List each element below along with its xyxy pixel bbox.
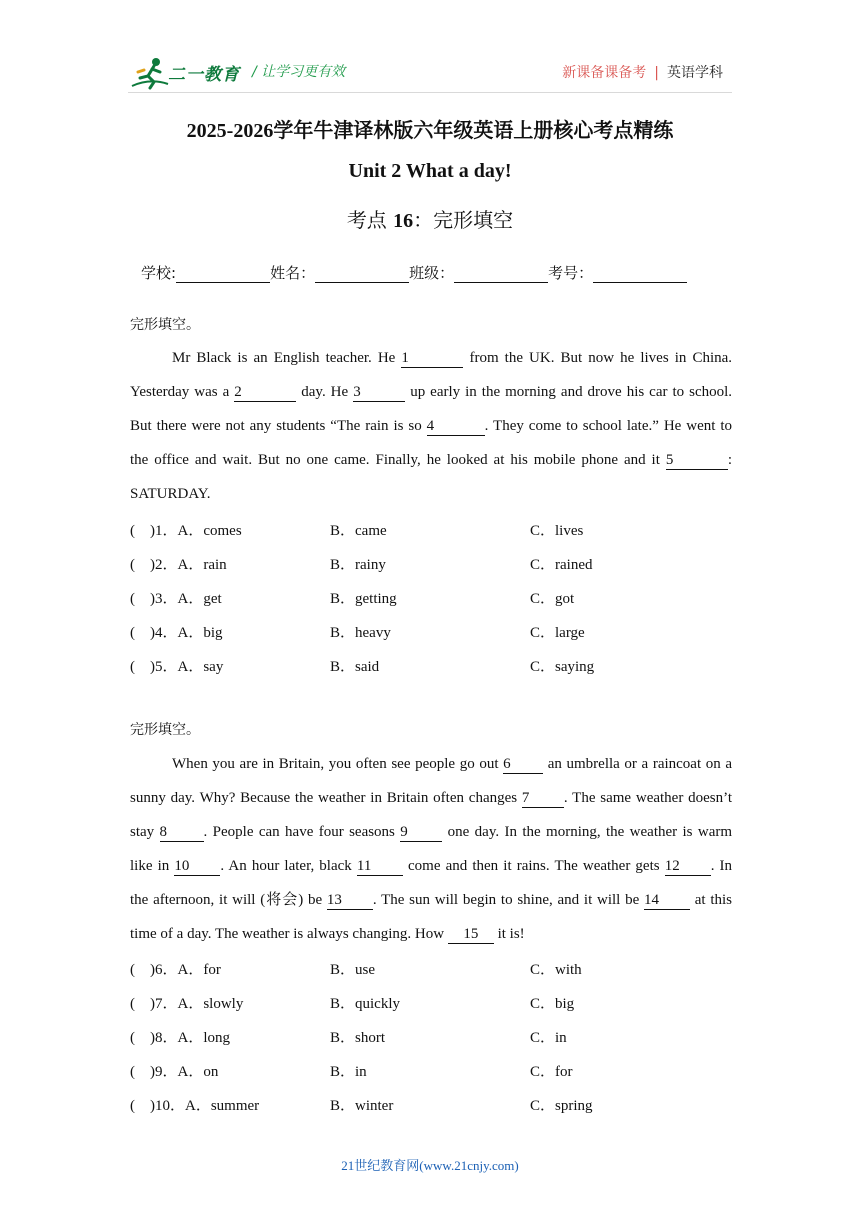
question-10: ( )10．A．summer	[130, 1098, 260, 1114]
blank-1[interactable]: 1	[401, 349, 463, 368]
passage1-line2: Yesterday was a 2 day. He 3 up early in the morning and drove his car to school.	[130, 384, 733, 400]
blank-13[interactable]: 13	[327, 891, 373, 910]
blank-4[interactable]: 4	[427, 417, 485, 436]
class-label: 班级：	[409, 264, 455, 282]
passage2-line3: stay 8 . People can have four seasons 9 one day. In the morning, the weather is warm	[130, 824, 733, 840]
q10-option-c[interactable]: C．spring	[530, 1098, 593, 1114]
question-9: ( )9．A．on	[130, 1064, 219, 1080]
passage2-line5: the afternoon, it will (将会) be 13 . The sun will begin to shine, and it will be 14 at this	[130, 892, 732, 908]
header-divider	[128, 92, 732, 93]
unit-title: Unit 2 What a day!	[348, 160, 512, 182]
blank-8[interactable]: 8	[160, 823, 204, 842]
q8-option-c[interactable]: C．in	[530, 1030, 567, 1046]
passage1-line3: But there were not any students “The rain is so 4 . They come to school late.” He went to	[130, 418, 732, 434]
passage2-line6: time of a day. The weather is always changing. How 15 it is!	[130, 926, 525, 942]
q6-option-b[interactable]: B．use	[330, 962, 376, 978]
footer-link[interactable]: 21世纪教育网(www.21cnjy.com)	[341, 1158, 519, 1173]
blank-10[interactable]: 10	[174, 857, 220, 876]
passage1-line4: the office and wait. But no one came. Finally, he looked at his mobile phone and it 5 :	[130, 452, 732, 468]
number-label: 考号：	[548, 264, 594, 282]
q9-option-c[interactable]: C．for	[530, 1064, 573, 1080]
logo-text: 二一教育	[168, 65, 240, 85]
q1-option-c[interactable]: C．lives	[530, 523, 584, 539]
header-subject: 英语学科	[667, 65, 723, 81]
q3-option-b[interactable]: B．getting	[330, 591, 397, 607]
section2-label: 完形填空。	[130, 722, 200, 738]
q4-option-b[interactable]: B．heavy	[330, 625, 391, 641]
school-field[interactable]	[176, 265, 270, 283]
question-8: ( )8．A．long	[130, 1030, 231, 1046]
q2-option-b[interactable]: B．rainy	[330, 557, 386, 573]
question-2: ( )2．A．rain	[130, 557, 227, 573]
blank-3[interactable]: 3	[353, 383, 405, 402]
school-label: 学校:	[141, 264, 177, 282]
passage2-line1: When you are in Britain, you often see people go out 6 an umbrella or a raincoat on a	[172, 756, 733, 772]
topic-title: 考点 16：完形填空	[346, 208, 514, 232]
q1-option-b[interactable]: B．came	[330, 523, 387, 539]
class-field[interactable]	[454, 265, 548, 283]
question-7: ( )7．A．slowly	[130, 996, 244, 1012]
name-field[interactable]	[315, 265, 409, 283]
q10-option-b[interactable]: B．winter	[330, 1098, 394, 1114]
header-right	[562, 62, 723, 82]
doc-title: 2025-2026学年牛津译林版六年级英语上册核心考点精练	[186, 120, 674, 142]
question-5: ( )5．A．say	[130, 659, 224, 675]
q5-option-b[interactable]: B．said	[330, 659, 380, 675]
question-6: ( )6．A．for	[130, 962, 221, 978]
blank-2[interactable]: 2	[234, 383, 296, 402]
blank-5[interactable]: 5	[666, 451, 728, 470]
q7-option-b[interactable]: B．quickly	[330, 996, 400, 1012]
number-field[interactable]	[593, 265, 687, 283]
q2-option-c[interactable]: C．rained	[530, 557, 593, 573]
question-3: ( )3．A．get	[130, 591, 222, 607]
blank-12[interactable]: 12	[665, 857, 711, 876]
passage2-line2: sunny day. Why? Because the weather in Britain often changes 7 . The same weather doesn’t	[130, 790, 732, 806]
q7-option-c[interactable]: C．big	[530, 996, 575, 1012]
passage1-line5: SATURDAY.	[130, 486, 211, 502]
blank-15[interactable]: 15	[448, 925, 494, 944]
header-separator: |	[654, 65, 659, 81]
q6-option-c[interactable]: C．with	[530, 962, 582, 978]
q8-option-b[interactable]: B．short	[330, 1030, 386, 1046]
q5-option-c[interactable]: C．saying	[530, 659, 595, 675]
section1-label: 完形填空。	[130, 317, 200, 333]
question-1: ( )1．A．comes	[130, 523, 242, 539]
name-label: 姓名：	[270, 264, 316, 282]
blank-9[interactable]: 9	[400, 823, 442, 842]
slogan: / 让学习更有效	[252, 64, 346, 80]
student-info	[141, 262, 687, 283]
blank-11[interactable]: 11	[357, 857, 403, 876]
blank-6[interactable]: 6	[503, 755, 543, 774]
page-header	[0, 0, 860, 100]
blank-14[interactable]: 14	[644, 891, 690, 910]
question-4: ( )4．A．big	[130, 625, 223, 641]
q9-option-b[interactable]: B．in	[330, 1064, 367, 1080]
header-primary: 新课备课备考	[562, 65, 647, 81]
passage2-line4: like in 10 . An hour later, black 11 come and then it rains. The weather gets 12 . In	[130, 858, 733, 874]
blank-7[interactable]: 7	[522, 789, 564, 808]
passage1-line1: Mr Black is an English teacher. He 1 from the UK. But now he lives in China.	[172, 350, 733, 366]
q4-option-c[interactable]: C．large	[530, 625, 585, 641]
q3-option-c[interactable]: C．got	[530, 591, 575, 607]
